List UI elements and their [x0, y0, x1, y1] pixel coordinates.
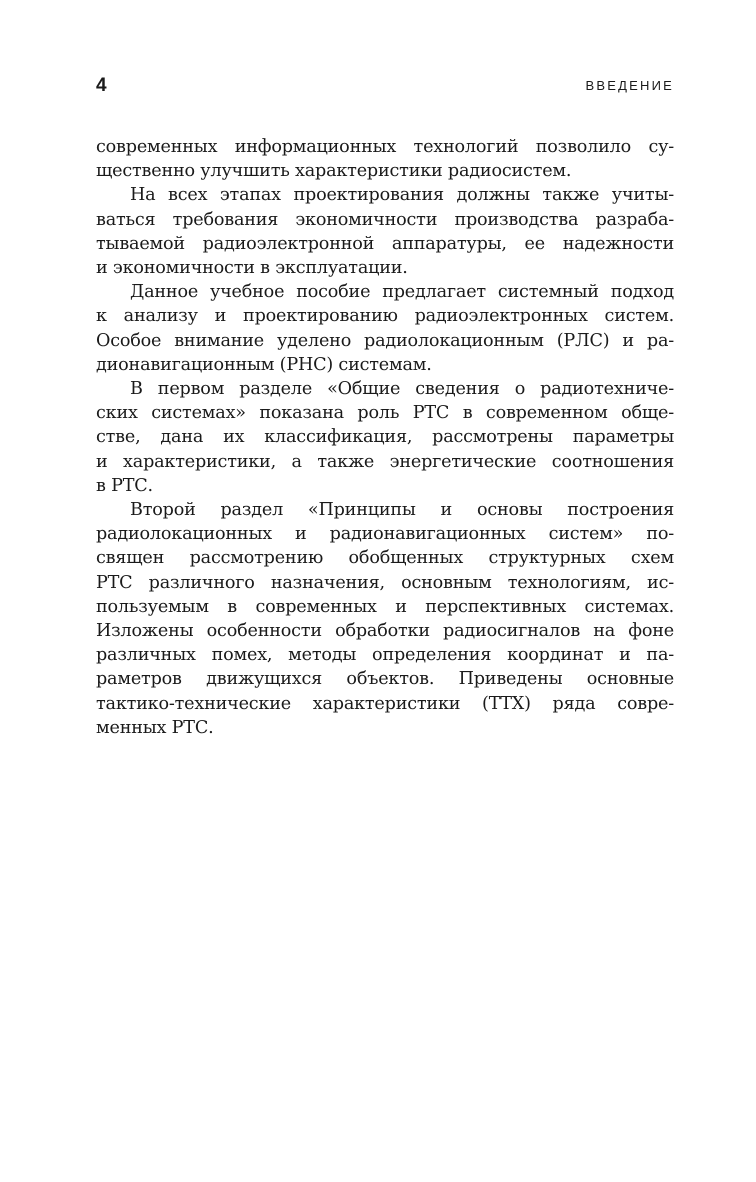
- page-header: [96, 72, 674, 100]
- text-line: щественно улучшить характеристики радиосистем.: [96, 161, 572, 182]
- text-line: ваться требования экономичности производства разраба-: [96, 209, 674, 230]
- text-line: ских системах» показана роль РТС в современном обще-: [96, 403, 674, 424]
- text-line: стве, дана их классификация, рассмотрены параметры: [96, 427, 674, 448]
- running-head: ВВЕДЕНИЕ: [585, 78, 674, 93]
- text-line: и экономичности в эксплуатации.: [96, 258, 408, 279]
- text-line: священ рассмотрению обобщенных структурных схем: [96, 548, 674, 569]
- text-line: Изложены особенности обработки радиосигналов на фоне: [96, 621, 674, 642]
- text-line: к анализу и проектированию радиоэлектронных систем.: [96, 306, 674, 327]
- text-line: Второй раздел «Принципы и основы построения: [130, 500, 674, 521]
- text-line: пользуемым в современных и перспективных системах.: [96, 596, 674, 617]
- text-line: раметров движущихся объектов. Приведены основные: [96, 669, 674, 690]
- paragraph-2: [96, 183, 674, 280]
- text-line: Данное учебное пособие предлагает системный подход: [130, 282, 674, 303]
- text-line: радиолокационных и радионавигационных систем» по-: [96, 524, 674, 545]
- text-line: В первом разделе «Общие сведения о радиотехниче-: [130, 379, 674, 400]
- text-line: и характеристики, а также энергетические соотношения: [96, 451, 674, 472]
- text-line: современных информационных технологий позволило су-: [96, 137, 674, 157]
- text-line: На всех этапах проектирования должны также учиты-: [130, 185, 674, 206]
- body-text: [96, 135, 674, 740]
- text-line: тываемой радиоэлектронной аппаратуры, ее надежности: [96, 233, 674, 254]
- text-line: в РТС.: [96, 475, 153, 496]
- paragraph-3: [96, 280, 674, 377]
- text-line: дионавигационным (РНС) системам.: [96, 354, 432, 375]
- paragraph-4: [96, 377, 674, 498]
- text-line: различных помех, методы определения координат и па-: [96, 645, 674, 666]
- text-line: тактико-технические характеристики (ТТХ) ряда совре-: [96, 693, 674, 714]
- paragraph-5: [96, 498, 674, 740]
- text-line: РТС различного назначения, основным технологиям, ис-: [96, 572, 674, 593]
- text-line: Особое внимание уделено радиолокационным (РЛС) и ра-: [96, 330, 674, 351]
- paragraph-1: [96, 135, 674, 183]
- text-line: менных РТС.: [96, 717, 214, 738]
- page-number: 4: [96, 75, 107, 96]
